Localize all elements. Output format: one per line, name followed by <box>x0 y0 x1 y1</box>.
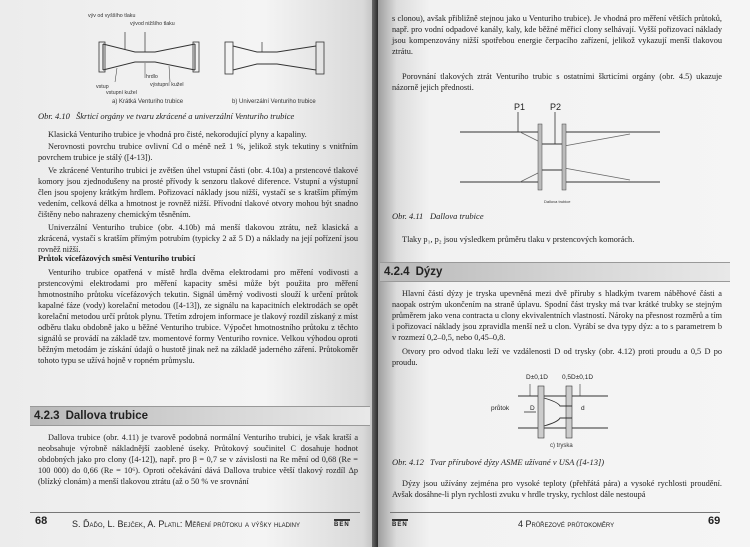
section-heading <box>30 406 370 426</box>
paragraph-compare: Porovnání tlakových ztrát Venturiho trubic s ostatními škrticími orgány (obr. 4.5) ukazuje názorně jejich přednosti. <box>392 72 722 92</box>
label-outlet-high: výv od vyššího tlaku <box>88 13 136 19</box>
figure-4-11-caption <box>392 211 484 221</box>
caption-text: Dallova trubice <box>430 211 484 221</box>
label-throat: hrdlo <box>146 74 158 80</box>
paragraph-multiphase: Venturiho trubice opatřená v místě hrdla dvěma elektrodami pro měření vodivosti a prstencovými elektrodami pro měření kapacity směsi může být použita pro měření hmotnostního průtoku vícefázových tekutin. Signál úměrný vodivosti slouží k určení průtok kapalné fáze (vody) korelační metodou ([4-13]), ze signálu na kapacitních elektrodách se opět korelační metodou určí průtok plynu. Třetím zdrojem informace je tlakový rozdíl získaný z míst odběru tlaku obdobně jako u běžné Venturiho trubice. Výpočet hmotnostního průtoku z těchto signálů se provádí na základě tzv. momentové formy Venturiho rovnice. Velkou výhodou oproti běžným metodám je získání údajů o hustotě jinak než na základě jaderného záření. Průtokoměr tohoto typu se užívá hojně v ropném průmyslu. <box>38 268 358 365</box>
paragraph-dall: Dallova trubice (obr. 4.11) je tvarově podobná normální Venturiho trubici, je však kratší a neobsahuje výrobně nákladnější zaoblené úseky. Průtokový součinitel C dosahuje hodnot obdobných jako pro clony ([4-12]), např. pro β = 0,7 se v závislosti na Re mění od 0,68 (Re = 100 000) do 0,66 (Re = 10⁶). Oproti očekávání dává Dallova trubice větší tlakový rozdíl Δp (blízký clonám) a menší tlakovou ztrátu (až o 50 % ve srovnání <box>38 433 358 486</box>
dim-upstream: D±0,1D <box>526 374 548 381</box>
label-d-small: d <box>581 405 585 412</box>
paragraph-openings: Otvory pro odvod tlaku leží ve vzdálenosti D od trysky (obr. 4.12) proti proudu a 0,5 D po proudu. <box>392 347 722 367</box>
right-page <box>378 0 750 547</box>
footer-authors: S. Ďaďo, L. Bejček, A. Platil: Měření průtoku a výšky hladiny <box>72 519 301 529</box>
caption-text: Tvar přírubové dýzy ASME užívané v USA ([4-13]) <box>430 457 605 467</box>
label-inlet-cone: vstupní kužel <box>106 90 137 96</box>
dall-tube-drawing <box>460 112 660 202</box>
section-heading <box>380 262 730 282</box>
publisher-logo: BEN <box>334 519 350 528</box>
section-number: 4.2.4 <box>384 266 410 278</box>
paragraph-bottom: Dýzy jsou užívány zejména pro vysoké teploty (přehřátá pára) a vysoké rychlosti proudění. Avšak dosáhne-li plyn rychlosti zvuku v hrdle trysky, rychlost dále nestoupá <box>392 479 722 499</box>
figure-4-12-caption <box>392 457 604 467</box>
caption-number: Obr. 4.10 <box>38 111 70 121</box>
label-flow: průtok <box>491 405 510 412</box>
label-outlet-low: vývod nižšího tlaku <box>130 21 175 27</box>
section-number: 4.2.3 <box>34 410 60 422</box>
section-title: Dýzy <box>415 266 443 278</box>
caption-number: Obr. 4.11 <box>392 211 424 221</box>
paragraph-top: s clonou), avšak přibližně stejnou jako u Venturiho trubice). Je vhodná pro měření větších průtoků, např. pro vodní odpadové kanály, kaly, kde běžné měřicí clony selhávají. Vyšší pořizovací náklady jsou kompenzovány nižší spotřebou energie čerpacího zařízení, jelikož vykazují menší tlakovou ztrátu. <box>392 14 722 56</box>
caption-text: Škrticí orgány ve tvaru zkrácené a univerzální Venturiho trubice <box>76 111 295 121</box>
footer-chapter: 4 Průřezové průtokoměry <box>518 519 615 529</box>
label-dall-small: Dallova trubice <box>544 199 571 204</box>
dim-downstream: 0,5D±0,1D <box>562 374 594 381</box>
paragraph-classic: Klasická Venturiho trubice je vhodná pro čisté, nekorodující plyny a kapaliny. <box>48 130 307 139</box>
figure-caption <box>38 111 294 121</box>
footer-rule <box>390 512 720 513</box>
label-p1: P1 <box>514 102 526 112</box>
section-title: Dallova trubice <box>65 410 149 422</box>
caption-number: Obr. 4.12 <box>392 457 424 467</box>
paragraph-short-venturi: Ve zkrácené Venturiho trubici je zvětšen úhel vstupní části (obr. 4.10a) a prstencové tlakové komory jsou zjednodušeny na prosté přívody k senzoru tlakové diference. Vstupní a výstupní člen jsou spojeny krátkým hrdlem. Pořizovací náklady jsou nižší, vystačí se s kratším přímým vedením, celková délka a hmotnost je rovněž nižší. Přívodní tlakové otvory mohou být snadno čištěny nebo nahrazeny chemickým těsněním. <box>38 166 358 219</box>
venturi-universal-drawing <box>222 38 327 78</box>
figure-sub-a: a) Krátká Venturiho trubice <box>112 99 184 105</box>
footer-rule <box>30 512 360 513</box>
publisher-logo: BEN <box>392 519 408 528</box>
subheading-multiphase: Průtok vícefázových směsí Venturiho trubicí <box>38 254 196 263</box>
paragraph-nozzle: Hlavní částí dýzy je tryska upevněná mezi dvě příruby s hladkým tvarem náběhové části a naopak ostrým ukončením na straně úplavu. Spodní část trysky má tvar krátké trubky se stejným průměrem jako vena contracta u clony ekvivalentních vlastností. Nároky na přesnost rozměrů a tím i pořizovací náklady jsou zpravidla menší než u clon. Vyrábí se dva typy dýz: a to s parametrem b v rozmezí 0,2–0,5, nebo 0,45–0,8. <box>392 289 722 342</box>
label-outlet-cone: výstupní kužel <box>150 82 184 88</box>
nozzle-drawing <box>518 384 608 440</box>
label-d-big: D <box>530 405 535 412</box>
page-number: 68 <box>35 515 48 527</box>
paragraph-pressures: Tlaky p₁, p₂ jsou výsledkem průměru tlaku v prstencových komorách. <box>402 235 635 244</box>
paragraph-universal-venturi: Univerzální Venturiho trubice (obr. 4.10b) má menší tlakovou ztrátu, než klasická a zkrácená, vystačí s kratším přímým potrubím (typicky 2 až 5 D) a náklady na její pořízení jsou rovněž nižší. <box>38 223 358 254</box>
paragraph-roughness: Nerovnosti povrchu trubice ovlivní Cd o méně než 1 %, jelikož styk tekutiny s vnitřním povrchem trubice je stálý ([4-13]). <box>38 142 358 162</box>
figure-sub-c: c) tryska <box>550 443 573 449</box>
label-inlet: vstup <box>96 84 109 90</box>
label-p2: P2 <box>550 102 562 112</box>
figure-sub-b: b) Univerzální Venturiho trubice <box>232 99 316 105</box>
page-number: 69 <box>708 515 721 527</box>
